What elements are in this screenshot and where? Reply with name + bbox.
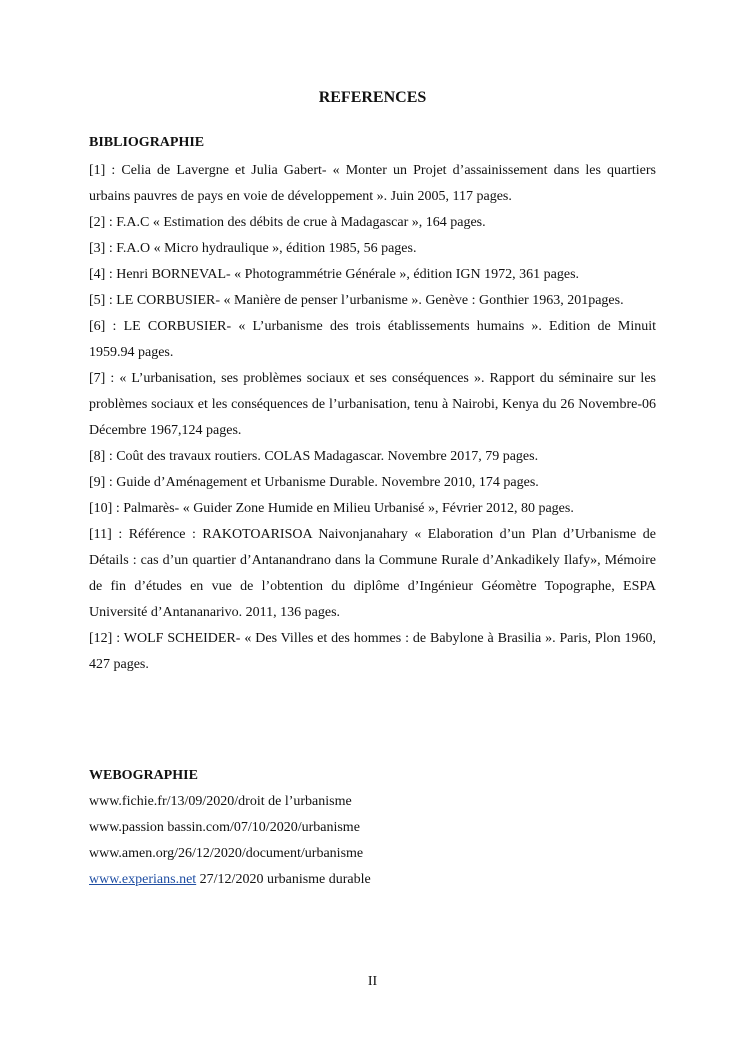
page-title: REFERENCES — [318, 89, 427, 106]
webography-entry-1: www.fichie.fr/13/09/2020/droit de l’urbanisme — [89, 794, 352, 809]
webography-entry-3: www.amen.org/26/12/2020/document/urbanisme — [89, 846, 364, 861]
bibliography-entry-12: [12] : WOLF SCHEIDER- « Des Villes et des hommes : de Babylone à Brasilia ». Paris, Plon 1960, 427 pages. — [89, 631, 656, 672]
bibliography-entry-1: [1] : Celia de Lavergne et Julia Gabert- « Monter un Projet d’assainissement dans les quartiers urbains pauvres de pays en voie de développement ». Juin 2005, 117 pages. — [89, 163, 656, 204]
bibliography-entry-7: [7] : « L’urbanisation, ses problèmes sociaux et ses conséquences ». Rapport du séminaire sur les problèmes sociaux et les conséquences de l’urbanisation, tenu à Nairobi, Kenya du 26 Novembre-06 Décembre 1967,124 pages. — [89, 371, 656, 438]
webography-heading: WEBOGRAPHIE — [89, 768, 198, 783]
bibliography-heading: BIBLIOGRAPHIE — [89, 135, 205, 150]
webography-entry-2: www.passion bassin.com/07/10/2020/urbanisme — [89, 820, 360, 835]
webography-entry-4 — [89, 867, 656, 893]
experians-link[interactable]: www.experians.net — [89, 872, 197, 887]
webography-entry-4-text: 27/12/2020 urbanisme durable — [196, 872, 371, 887]
bibliography-entry-5: [5] : LE CORBUSIER- « Manière de penser l’urbanisme ». Genève : Gonthier 1963, 201pages. — [89, 293, 624, 308]
bibliography-entry-9: [9] : Guide d’Aménagement et Urbanisme Durable. Novembre 2010, 174 pages. — [89, 475, 539, 490]
webography-list — [89, 789, 656, 893]
bibliography-entry-2: [2] : F.A.C « Estimation des débits de crue à Madagascar », 164 pages. — [89, 215, 486, 230]
bibliography-entry-10: [10] : Palmarès- « Guider Zone Humide en Milieu Urbanisé », Février 2012, 80 pages. — [89, 501, 574, 516]
bibliography-entry-3: [3] : F.A.O « Micro hydraulique », édition 1985, 56 pages. — [89, 241, 417, 256]
bibliography-entry-11: [11] : Référence : RAKOTOARISOA Naivonjanahary « Elaboration d’un Plan d’Urbanisme de Détails : cas d’un quartier d’Antanandrano dans la Commune Rurale d’Ankadikely Ilafy», Mémoire de fin d’études en vue de l’obtention du diplôme d’Ingénieur Géomètre Topographe, ESPA Université d’Antananarivo. 2011, 136 pages. — [89, 527, 656, 620]
bibliography-entry-6: [6] : LE CORBUSIER- « L’urbanisme des trois établissements humains ». Edition de Minuit 1959.94 pages. — [89, 319, 656, 360]
bibliography-entry-4: [4] : Henri BORNEVAL- « Photogrammétrie Générale », édition IGN 1972, 361 pages. — [89, 267, 580, 282]
page-number: II — [367, 974, 378, 989]
bibliography-entry-8: [8] : Coût des travaux routiers. COLAS Madagascar. Novembre 2017, 79 pages. — [89, 449, 539, 464]
bibliography-list — [89, 158, 656, 678]
